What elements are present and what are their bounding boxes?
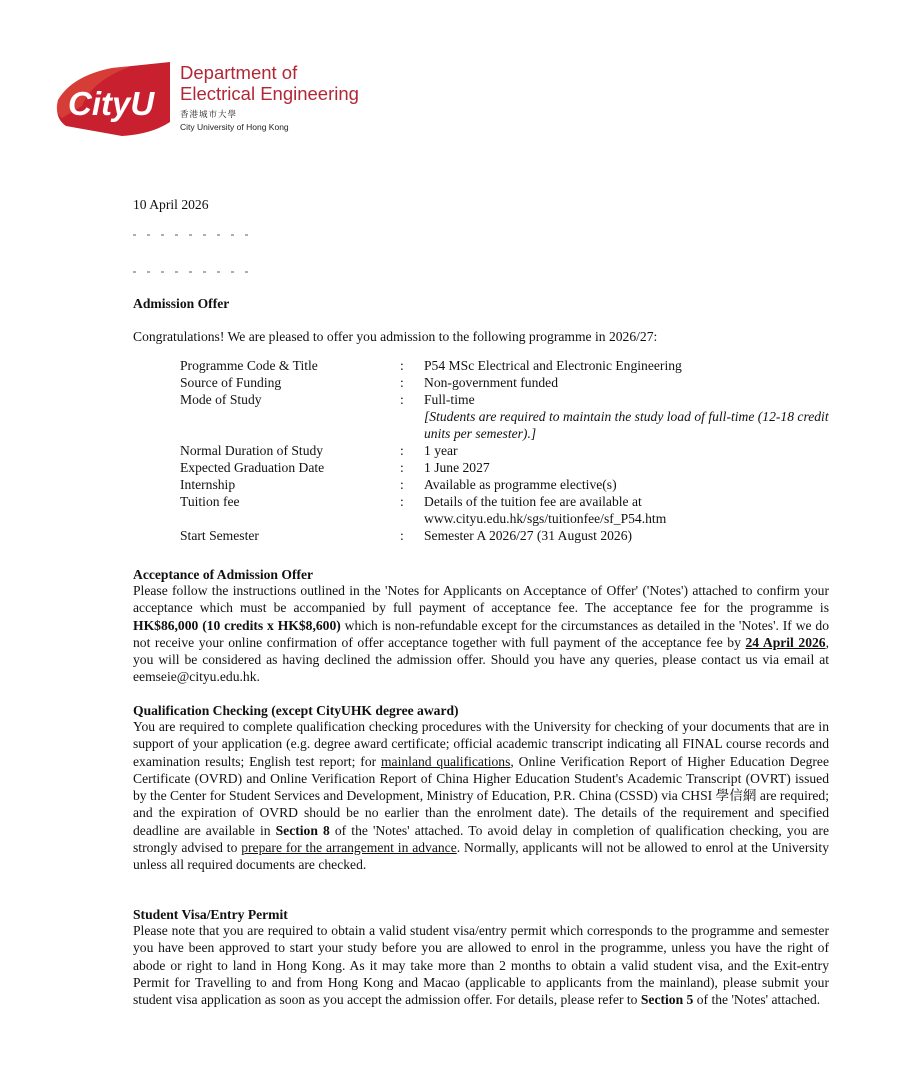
visa-section-ref: Section 5 xyxy=(640,992,694,1007)
qualification-text-4: . Normally, applicants will not be allowed to enrol at the University unless all required documents are checked. xyxy=(133,839,830,872)
detail-value: Semester A 2026/27 (31 August 2026) xyxy=(424,528,633,543)
detail-value: Non-government funded xyxy=(424,375,559,390)
visa-text-2: of the 'Notes' attached. xyxy=(693,992,821,1007)
mode-of-study-value: Full-time xyxy=(424,392,475,407)
detail-label: Source of Funding xyxy=(180,375,282,390)
detail-row xyxy=(180,442,834,459)
detail-colon: : xyxy=(400,528,404,543)
detail-value: 1 year xyxy=(424,443,458,458)
programme-details-table xyxy=(180,357,834,544)
acceptance-text-1: Please follow the instructions outlined in the 'Notes for Applicants on Acceptance of Offer' ('Notes') attached to confirm your acceptance which must be accompanied by full payment of acceptance fee. The acceptance fee for the programme is xyxy=(133,583,829,616)
university-name-zh: 香港城市大學 xyxy=(180,110,238,120)
detail-label: Start Semester xyxy=(180,528,259,543)
detail-label: Internship xyxy=(180,477,236,492)
qualification-text-3: of the 'Notes' attached. To avoid delay in completion of qualification checking, you are strongly advised to xyxy=(133,822,829,855)
detail-colon: : xyxy=(400,477,404,492)
redacted-name-line xyxy=(133,234,253,236)
acceptance-heading: Acceptance of Admission Offer xyxy=(133,567,314,582)
qualification-text-1: You are required to complete qualification checking procedures with the University for checking of your documents that are in support of your application (e.g. degree award certificate; official academic transcript indicating all FINAL course records and examination results; English test report; for xyxy=(133,719,829,769)
visa-heading: Student Visa/Entry Permit xyxy=(133,907,288,922)
department-line-1: Department of xyxy=(180,62,298,83)
detail-row xyxy=(180,357,834,374)
acceptance-text-2: which is non-refundable except for the circumstances as detailed in the 'Notes'. If we do not receive your online confirmation of offer acceptance together with full payment of the acceptance fee by xyxy=(133,617,829,650)
detail-value xyxy=(424,493,834,527)
study-load-note: [Students are required to maintain the study load of full-time (12-18 credit units per semester).] xyxy=(424,409,829,441)
detail-colon: : xyxy=(400,494,404,509)
detail-colon: : xyxy=(400,392,404,407)
detail-label: Normal Duration of Study xyxy=(180,443,324,458)
visa-text-1: Please note that you are required to obtain a valid student visa/entry permit which corresponds to the programme and semester you have been approved to start your study before you are allowed to enrol in the programme, unless you have the right of abode or right to land in Hong Kong. As it may take more than 2 months to obtain a valid student visa, and the Exit-entry Permit for Travelling to and from Hong Kong and Macao (applicable to applicants from the mainland), please submit your student visa application as soon as you accept the admission offer. For details, please refer to xyxy=(133,923,829,1007)
detail-value xyxy=(424,391,834,442)
acceptance-fee: HK$86,000 (10 credits x HK$8,600) xyxy=(133,617,341,633)
detail-colon: : xyxy=(400,443,404,458)
tuition-fee-link[interactable]: www.cityu.edu.hk/sgs/tuitionfee/sf_P54.htm xyxy=(424,511,667,526)
svg-text:CityU: CityU xyxy=(68,85,155,122)
detail-label: Programme Code & Title xyxy=(180,358,318,373)
mainland-qualifications: mainland qualifications xyxy=(380,753,511,769)
university-name-en: City University of Hong Kong xyxy=(180,122,289,132)
detail-value: 1 June 2027 xyxy=(424,460,490,475)
detail-row xyxy=(180,476,834,493)
letter-date: 10 April 2026 xyxy=(133,197,209,212)
qualification-text-2: , Online Verification Report of Higher Education Degree Certificate (OVRD) and Online Verification Report of China Higher Education Student's Academic Transcript (OVRT) issued by the Center for Student Services and Development, Ministry of Education, P.R. China (CSSD) via CHSI 學信網 are required; and the expiration of OVRD should be no earlier than the enrolment date). The details of the requirement and specified deadline are available in xyxy=(133,753,829,838)
prepare-in-advance: prepare for the arrangement in advance xyxy=(241,839,457,855)
department-name xyxy=(180,62,359,104)
detail-value: P54 MSc Electrical and Electronic Engineering xyxy=(424,358,682,373)
detail-row xyxy=(180,374,834,391)
detail-label: Expected Graduation Date xyxy=(180,460,325,475)
acceptance-paragraph xyxy=(133,582,829,686)
detail-row xyxy=(180,527,834,544)
detail-colon: : xyxy=(400,460,404,475)
qualification-paragraph xyxy=(133,718,829,873)
detail-row xyxy=(180,391,834,442)
detail-row xyxy=(180,459,834,476)
detail-colon: : xyxy=(400,358,404,373)
detail-row xyxy=(180,493,834,527)
qualification-section-ref: Section 8 xyxy=(275,822,330,838)
detail-value: Available as programme elective(s) xyxy=(424,477,617,492)
acceptance-deadline: 24 April 2026 xyxy=(745,634,826,650)
qualification-heading: Qualification Checking (except CityUHK degree award) xyxy=(133,703,459,718)
redacted-address-line xyxy=(133,271,253,273)
intro-text: Congratulations! We are pleased to offer you admission to the following programme in 2026/27: xyxy=(133,329,658,344)
cityu-logo xyxy=(52,60,174,138)
visa-paragraph xyxy=(133,922,829,1008)
department-line-2: Electrical Engineering xyxy=(180,83,359,104)
tuition-fee-text: Details of the tuition fee are available at xyxy=(424,494,642,509)
admission-offer-heading: Admission Offer xyxy=(133,296,230,311)
detail-label: Mode of Study xyxy=(180,392,262,407)
detail-label: Tuition fee xyxy=(180,494,240,509)
detail-colon: : xyxy=(400,375,404,390)
acceptance-text-3: , you will be considered as having declined the admission offer. Should you have any queries, please contact us via email at eemseie@cityu.edu.hk. xyxy=(133,634,829,685)
